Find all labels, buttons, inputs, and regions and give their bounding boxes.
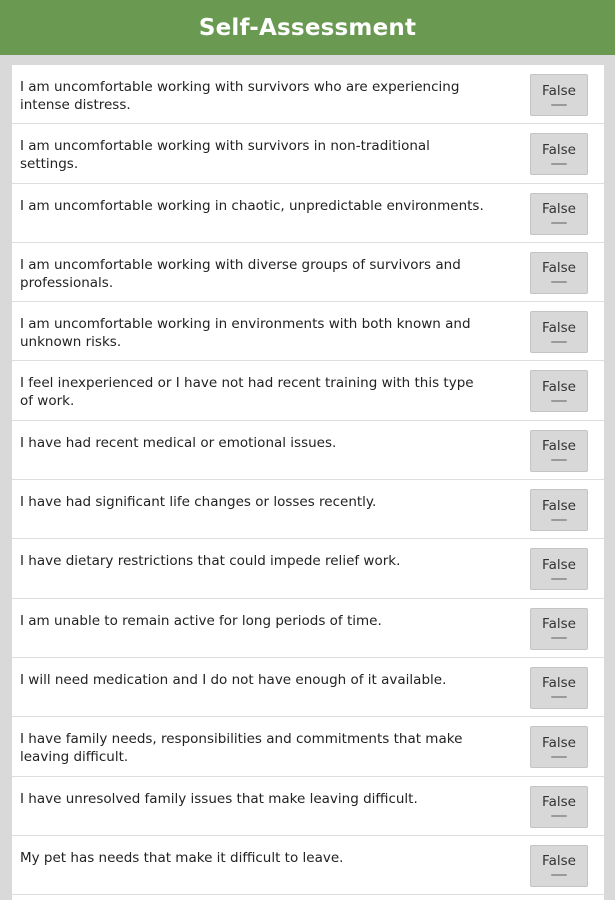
list-item [12, 361, 604, 420]
list-item [12, 717, 604, 776]
toggle-button[interactable] [530, 311, 588, 353]
list-item [12, 480, 604, 539]
list-item-text: I am uncomfortable working with survivors in non-traditional settings. [20, 138, 430, 173]
list-item-text: I have had recent medical or emotional issues. [20, 434, 337, 451]
toggle-button[interactable] [530, 489, 588, 531]
toggle-button[interactable] [530, 726, 588, 768]
list-item [12, 599, 604, 658]
toggle-button[interactable] [530, 133, 588, 175]
list-item-text: I have unresolved family issues that make leaving difficult. [20, 790, 418, 807]
toggle-label: False [542, 616, 576, 633]
toggle-indicator [551, 104, 567, 106]
toggle-indicator [551, 459, 567, 461]
toggle-label: False [542, 141, 576, 158]
list-item [12, 658, 604, 717]
list-item [12, 243, 604, 302]
list-item-text: I have had significant life changes or losses recently. [20, 494, 377, 511]
toggle-indicator [551, 637, 567, 639]
list-item-text: I feel inexperienced or I have not had recent training with this type of work. [20, 375, 474, 410]
list-item [12, 836, 604, 895]
toggle-label: False [542, 675, 576, 692]
toggle-indicator [551, 874, 567, 876]
toggle-button[interactable] [530, 193, 588, 235]
toggle-label: False [542, 556, 576, 573]
toggle-label: False [542, 853, 576, 870]
toggle-indicator [551, 756, 567, 758]
toggle-label: False [542, 497, 576, 514]
toggle-indicator [551, 400, 567, 402]
list-item-text: My pet has needs that make it difficult to leave. [20, 849, 344, 866]
list-item [12, 184, 604, 243]
toggle-label: False [542, 378, 576, 395]
toggle-button[interactable] [530, 667, 588, 709]
toggle-indicator [551, 222, 567, 224]
toggle-button[interactable] [530, 608, 588, 650]
list-item-text: I will need medication and I do not have enough of it available. [20, 671, 447, 688]
toggle-indicator [551, 281, 567, 283]
toggle-indicator [551, 815, 567, 817]
toggle-button[interactable] [530, 845, 588, 887]
toggle-label: False [542, 82, 576, 99]
list-item-text: I have dietary restrictions that could impede relief work. [20, 553, 401, 570]
toggle-indicator [551, 519, 567, 521]
toggle-button[interactable] [530, 74, 588, 116]
page-title: Self-Assessment [198, 14, 417, 41]
toggle-indicator [551, 163, 567, 165]
list-item [12, 124, 604, 183]
toggle-label: False [542, 201, 576, 218]
list-item-text: I am uncomfortable working with diverse groups of survivors and professionals. [20, 256, 461, 291]
toggle-label: False [542, 734, 576, 751]
toggle-label: False [542, 319, 576, 336]
toggle-label: False [542, 438, 576, 455]
list-item [12, 302, 604, 361]
toggle-indicator [551, 578, 567, 580]
assessment-list[interactable] [12, 65, 604, 900]
list-item-text: I am uncomfortable working in environments with both known and unknown risks. [20, 316, 471, 351]
toggle-indicator [551, 341, 567, 343]
toggle-button[interactable] [530, 786, 588, 828]
toggle-button[interactable] [530, 548, 588, 590]
app-header [0, 0, 615, 55]
list-item-text: I am unable to remain active for long periods of time. [20, 612, 382, 629]
toggle-label: False [542, 260, 576, 277]
toggle-indicator [551, 696, 567, 698]
list-item [12, 65, 604, 124]
toggle-label: False [542, 794, 576, 811]
list-item-text: I have family needs, responsibilities and commitments that make leaving difficult. [20, 731, 463, 766]
list-item [12, 421, 604, 480]
list-item-text: I am uncomfortable working in chaotic, unpredictable environments. [20, 197, 484, 214]
list-item [12, 777, 604, 836]
toggle-button[interactable] [530, 252, 588, 294]
toggle-button[interactable] [530, 370, 588, 412]
list-item-text: I am uncomfortable working with survivors who are experiencing intense distress. [20, 79, 460, 113]
list-item [12, 539, 604, 598]
toggle-button[interactable] [530, 430, 588, 472]
